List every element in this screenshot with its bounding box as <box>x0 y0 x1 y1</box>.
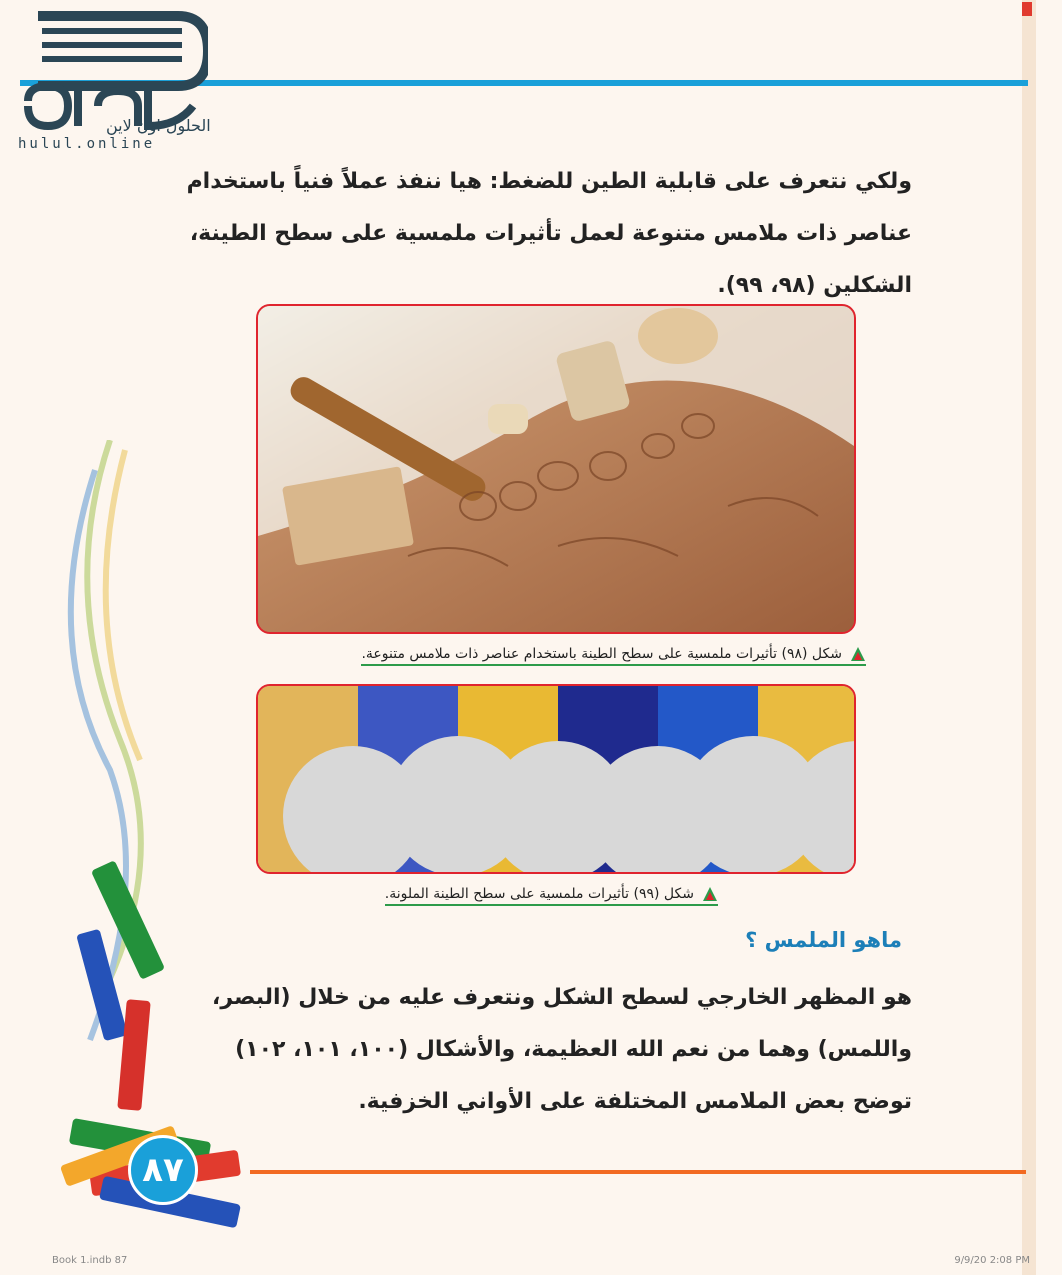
figure-99-caption <box>385 886 718 906</box>
figure-98-caption-text: شكل (٩٨) تأثيرات ملمسية على سطح الطينة باستخدام عناصر ذات ملامس متنوعة. <box>361 646 842 662</box>
footer-file-label: Book 1.indb 87 <box>52 1255 128 1266</box>
right-margin-strip <box>1022 0 1036 1275</box>
logo-subtitle: الحلول اون لاين <box>106 116 211 135</box>
figure-99-photo <box>256 684 856 874</box>
page-number: ٨٧ <box>128 1135 198 1205</box>
corner-mark <box>1022 2 1032 16</box>
figure-99-caption-text: شكل (٩٩) تأثيرات ملمسية على سطح الطينة الملونة. <box>384 886 694 902</box>
logo-text: hulul.online <box>18 136 156 152</box>
figure-98-photo <box>256 304 856 634</box>
intro-paragraph: ولكي نتعرف على قابلية الطين للضغط: هيا ننفذ عملاً فنياً باستخدام عناصر ذات ملامس متنوعة لعمل تأثيرات ملمسية على سطح الطينة، الشكلين (٩٨، ٩٩). <box>186 169 912 298</box>
section-paragraph: هو المظهر الخارجي لسطح الشكل ونتعرف عليه من خلال (البصر، واللمس) وهما من نعم الله العظيمة، والأشكال (١٠٠، ١٠١، ١٠٢) توضح بعض الملامس المختلفة على الأواني الخزفية. <box>212 985 912 1114</box>
crayons-decoration-icon <box>0 440 250 1275</box>
triangle-bullet-icon <box>702 886 718 902</box>
bottom-divider <box>250 1170 1026 1174</box>
triangle-bullet-icon <box>850 646 866 662</box>
section-heading: ماهو الملمس ؟ <box>745 928 902 952</box>
footer-timestamp: 9/9/20 2:08 PM <box>954 1255 1030 1266</box>
figure-98-caption <box>361 646 866 666</box>
